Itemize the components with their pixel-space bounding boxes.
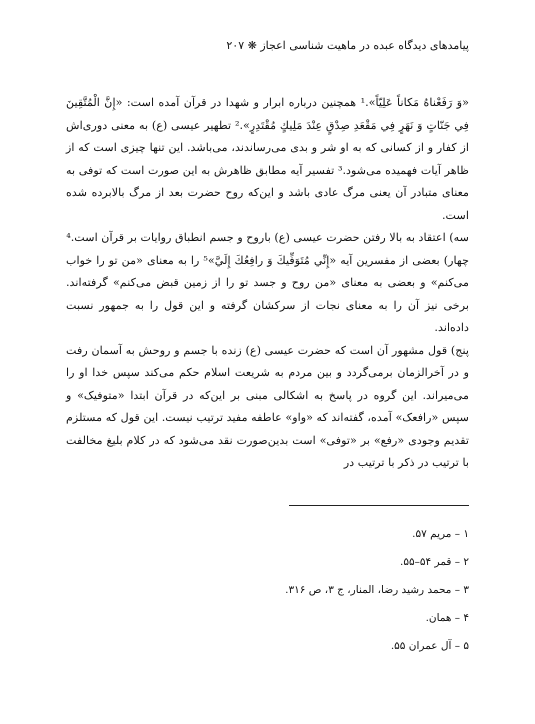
paragraph: «وَ رَفَعْناهُ مَکاناً عَلِيّاً».¹ همچنین درباره ابرار و شهدا در قرآن آمده است: «إِنَّ الْمُتَّقِينَ فِي جَنّاتٍ وَ نَهَرٍ فِي مَقْعَدِ صِدْقٍ عِنْدَ مَلِيكٍ مُقْتَدِرٍ».² تطهیر عیسی (ع) به معنی دوری‌اش از کفار و از کسانی که به او شر و بدی می‌رساندند، می‌باشد. این تنها چیزی است که از ظاهر آیات فهمیده می‌شود.³ تفسیر آیه مطابق ظاهرش به این صورت است که توفی به معنای متبادر آن یعنی مرگ عادی باشد و این‌که روح حضرت بعد از مرگ بالابرده شده است. (66, 96, 469, 222)
paragraph: پنج) قول مشهور آن است که حضرت عیسی (ع) زنده با جسم و روحش به آسمان رفت و در آخرالزمان برمی‌گردد و بین مردم به شریعت اسلام حکم می‌کند سپس خدا او را می‌میراند. این گروه در پاسخ به اشکالی مبنی بر این‌که در قرآن ابتدا «متوفیک» و سپس «رافعک» آمده، گفته‌اند که «واو» عاطفه مفید ترتیب نیست. این قول که مستلزم تقدیم وجودی «رفع» بر «توفی» است بدین‌صورت نقد می‌شود که در کلام بلیغ مخالفت با ترتیب در ذکر با ترتیب در (66, 343, 469, 469)
paragraph: چهار) بعضی از مفسرین آیه «إِنِّي مُتَوَفِّيكَ وَ رافِعُكَ إِلَيَّ»⁵ را به معنای «من تو را خواب می‌کنم» و بعضی به معنای «من روح و جسد تو را از زمین قبض می‌کنم» گرفته‌اند. برخی نیز آن را به معنای نجات از سرکشان گرفته و این قول را به جمهور نسبت داده‌اند. (66, 253, 470, 334)
footnote: ۲ – قمر ۵۴–۵۵. (400, 556, 469, 568)
footnote-divider (289, 505, 469, 506)
paragraph: سه) اعتقاد به بالا رفتن حضرت عیسی (ع) باروح و جسم انطباق روایات بر قرآن است.⁴ (66, 231, 469, 244)
footnote: ۱ – مریم ۵۷. (412, 528, 469, 540)
footnotes (66, 520, 469, 660)
main-text (66, 92, 469, 475)
running-header: پیامدهای دیدگاه عبده در ماهیت شناسی اعجاز ❋ ۲۰۷ (226, 39, 469, 52)
footnote: ۵ – آل عمران ۵۵. (390, 640, 469, 652)
footnote: ۳ – محمد رشید رضا، المنار، ج ۳، ص ۳۱۶. (285, 584, 469, 596)
footnote: ۴ – همان. (425, 612, 469, 624)
